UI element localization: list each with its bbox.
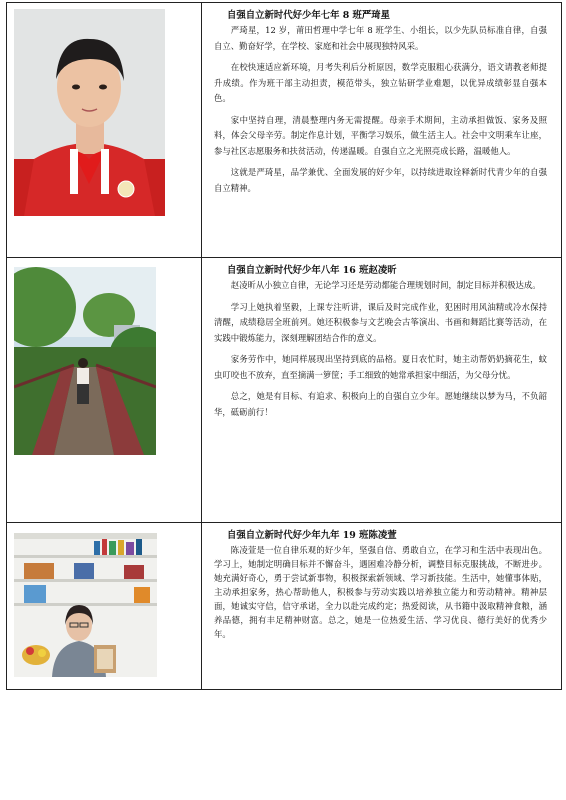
- profile-row: [6, 258, 562, 523]
- text-cell: [202, 3, 561, 257]
- entry-title: 自强自立新时代好少年七年 8 班严琦星: [227, 10, 391, 21]
- entry-title: 自强自立新时代好少年八年 16 班赵凌昕: [227, 265, 397, 276]
- profile-table: [6, 2, 562, 690]
- profile-row: [6, 523, 562, 690]
- paragraph: 在校快速适应新环境，月考失利后分析原因，数学克服粗心获满分，语文请教老师提升成绩。作为班干部主动担责，模范带头，独立钻研学业难题，以优异成绩彰显自强本色。: [214, 62, 547, 103]
- student-photo: [14, 267, 156, 455]
- photo-cell: [7, 523, 202, 689]
- text-cell: [202, 523, 561, 689]
- entry-title: 自强自立新时代好少年九年 19 班陈凌萱: [227, 530, 397, 541]
- paragraph: 严琦星，12 岁，莆田哲理中学七年 8 班学生、小组长，以少先队员标准自律，自强自立、勤奋好学，在学校、家庭和社会中展现独特风采。: [214, 25, 547, 51]
- photo-cell: [7, 258, 202, 522]
- paragraph: 这就是严琦星，品学兼优、全面发展的好少年，以持续进取诠释新时代青少年的自强自立精神。: [214, 167, 547, 193]
- paragraph: 学习上她执着坚毅，上课专注听讲，课后及时完成作业，犯困时用风油精或冷水保持清醒，成绩稳居全班前列。她还积极参与文艺晚会古筝演出、书画和舞蹈比赛等活动，在实践中锻炼能力，深刻理解团结合作的意义。: [214, 301, 547, 343]
- paragraph: 赵凌昕从小独立自律，无论学习还是劳动都能合理规划时间，制定目标并积极达成。: [230, 280, 541, 290]
- paragraph: 家中坚持自理，清晨整理内务无需提醒。母亲手术期间，主动承担做饭、家务及照料，体会父母辛劳。制定作息计划，平衡学习娱乐，做生活主人。社会中文明乘车让座，参与社区志愿服务和扶贫活动，传递温暖。自强自立之光照亮成长路，温暖他人。: [214, 114, 547, 156]
- photo-cell: [7, 3, 202, 257]
- student-photo: [14, 9, 165, 216]
- paragraph: 家务劳作中，她同样展现出坚持到底的品格。夏日农忙时，她主动帮奶奶摘花生，蚊虫叮咬也不放弃，直至摘满一箩筐；手工细致的她常承担家中细活，为父母分忧。: [214, 354, 547, 380]
- text-cell: [202, 258, 561, 522]
- paragraph: 总之，她是有目标、有追求、积极向上的自强自立少年。愿她继续以梦为马，不负韶华，砥砺前行！: [214, 391, 547, 417]
- profile-row: [6, 2, 562, 258]
- paragraph: 陈凌萱是一位自律乐观的好少年，坚强自信、勇敢自立，在学习和生活中表现出色。学习上，她制定明确目标并不懈奋斗，遇困难冷静分析，调整目标克服挑战，不断进步。她充满好奇心，勇于尝试新事物，积极探索新领域、学习新技能。生活中，她懂事体贴，主动承担家务，热心帮助他人，积极参与劳动实践以培养独立能力和劳动精神。精神层面，她诚实守信，信守承诺，全力以赴完成约定；热爱阅读，从书籍中汲取精神食粮，涵养品德，拥有丰足精神财富。总之，她是一位热爱生活、学习优良、德行美好的优秀少年。: [214, 545, 547, 639]
- student-photo: [14, 533, 157, 677]
